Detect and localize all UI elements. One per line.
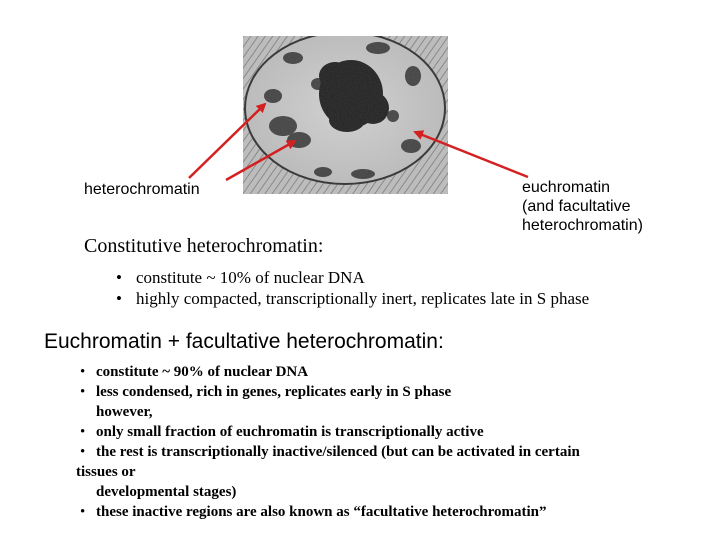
euchromatin-section-heading: Euchromatin + facultative heterochromatin:	[44, 330, 444, 353]
euchromatin-label	[522, 178, 643, 235]
constitutive-heading: Constitutive heterochromatin:	[84, 235, 324, 257]
list-item: • constitute ~ 10% of nuclear DNA	[116, 267, 716, 288]
euchromatin-label-line: euchromatin	[522, 179, 611, 196]
list-item: • the rest is transcriptionally inactive/silenced (but can be activated in certain	[80, 442, 700, 462]
list-item-continuation: however,	[96, 404, 153, 420]
euchromatin-label-line: (and facultative	[522, 198, 631, 215]
list-item: • less condensed, rich in genes, replicates early in S phase	[80, 382, 700, 402]
constitutive-bullets	[116, 267, 716, 309]
nucleus-micrograph	[243, 36, 448, 194]
heterochromatin-label: heterochromatin	[84, 181, 200, 198]
list-item: • constitute ~ 90% of nuclear DNA	[80, 362, 700, 382]
list-item: • only small fraction of euchromatin is transcriptionally active	[80, 422, 700, 442]
list-item: • these inactive regions are also known as “facultative heterochromatin”	[80, 502, 700, 522]
euchromatin-section-list	[76, 362, 700, 522]
list-item: • highly compacted, transcriptionally inert, replicates late in S phase	[116, 288, 716, 309]
list-item-continuation: developmental stages)	[96, 484, 237, 500]
euchromatin-label-line: heterochromatin)	[522, 217, 643, 234]
list-item-continuation: tissues or	[76, 464, 136, 480]
